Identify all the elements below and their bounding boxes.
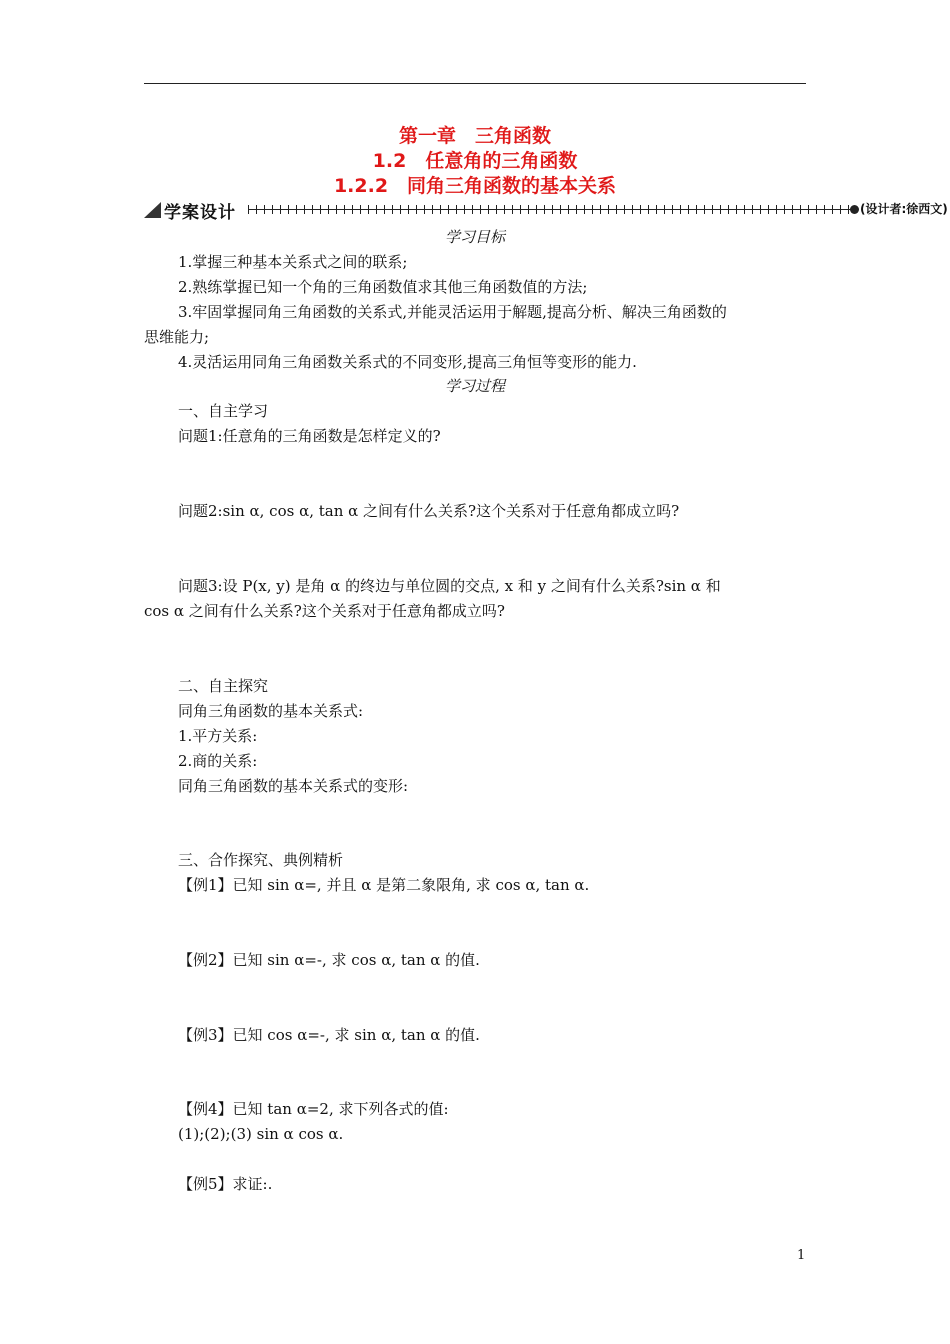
triangle-icon	[144, 202, 161, 218]
goal-item: 3.牢固掌握同角三角函数的关系式,并能灵活运用于解题,提高分析、解决三角函数的	[178, 303, 727, 321]
goal-item: 4.灵活运用同角三角函数关系式的不同变形,提高三角恒等变形的能力.	[178, 353, 637, 371]
section-title: 1.2 任意角的三角函数	[372, 150, 578, 172]
example-3: 【例3】已知 cos α=-, 求 sin α, tan α 的值.	[178, 1026, 480, 1044]
example-2: 【例2】已知 sin α=-, 求 cos α, tan α 的值.	[178, 951, 480, 969]
example-4-parts: (1);(2);(3) sin α cos α.	[178, 1125, 344, 1143]
example-4: 【例4】已知 tan α=2, 求下列各式的值:	[178, 1100, 449, 1118]
part-heading: 一、自主学习	[178, 402, 269, 420]
relations-intro: 同角三角函数的基本关系式:	[178, 702, 364, 720]
goal-item: 1.掌握三种基本关系式之间的联系;	[178, 253, 408, 271]
part-heading: 二、自主探究	[178, 677, 269, 695]
quotient-relation: 2.商的关系:	[178, 752, 258, 770]
question-3: 问题3:设 P(x, y) 是角 α 的终边与单位圆的交点, x 和 y 之间有什么关系?sin α 和	[178, 577, 721, 595]
ruler-end-dot	[850, 205, 859, 214]
question-2: 问题2:sin α, cos α, tan α 之间有什么关系?这个关系对于任意角都成立吗?	[178, 502, 680, 520]
relation-variants: 同角三角函数的基本关系式的变形:	[178, 777, 409, 795]
page-number: 1	[797, 1248, 806, 1263]
question-1: 问题1:任意角的三角函数是怎样定义的?	[178, 427, 441, 445]
designer-credit: (设计者:徐西文)	[860, 202, 948, 216]
goal-item-continuation: 思维能力;	[144, 328, 210, 346]
design-bar	[144, 198, 948, 223]
design-label: 学案设计	[164, 203, 236, 223]
subsection-title: 1.2.2 同角三角函数的基本关系	[333, 175, 617, 197]
chapter-title: 第一章 三角函数	[398, 125, 551, 147]
part-heading: 三、合作探究、典例精析	[178, 851, 344, 869]
goals-heading: 学习目标	[444, 228, 505, 246]
question-3-continuation: cos α 之间有什么关系?这个关系对于任意角都成立吗?	[144, 602, 505, 620]
example-1: 【例1】已知 sin α=, 并且 α 是第二象限角, 求 cos α, tan α.	[178, 876, 590, 894]
square-relation: 1.平方关系:	[178, 727, 258, 745]
goal-item: 2.熟练掌握已知一个角的三角函数值求其他三角函数值的方法;	[178, 278, 588, 296]
header-rule	[144, 83, 806, 84]
ruler-line	[248, 209, 852, 210]
example-5: 【例5】求证:.	[178, 1175, 273, 1193]
process-heading: 学习过程	[444, 377, 505, 395]
